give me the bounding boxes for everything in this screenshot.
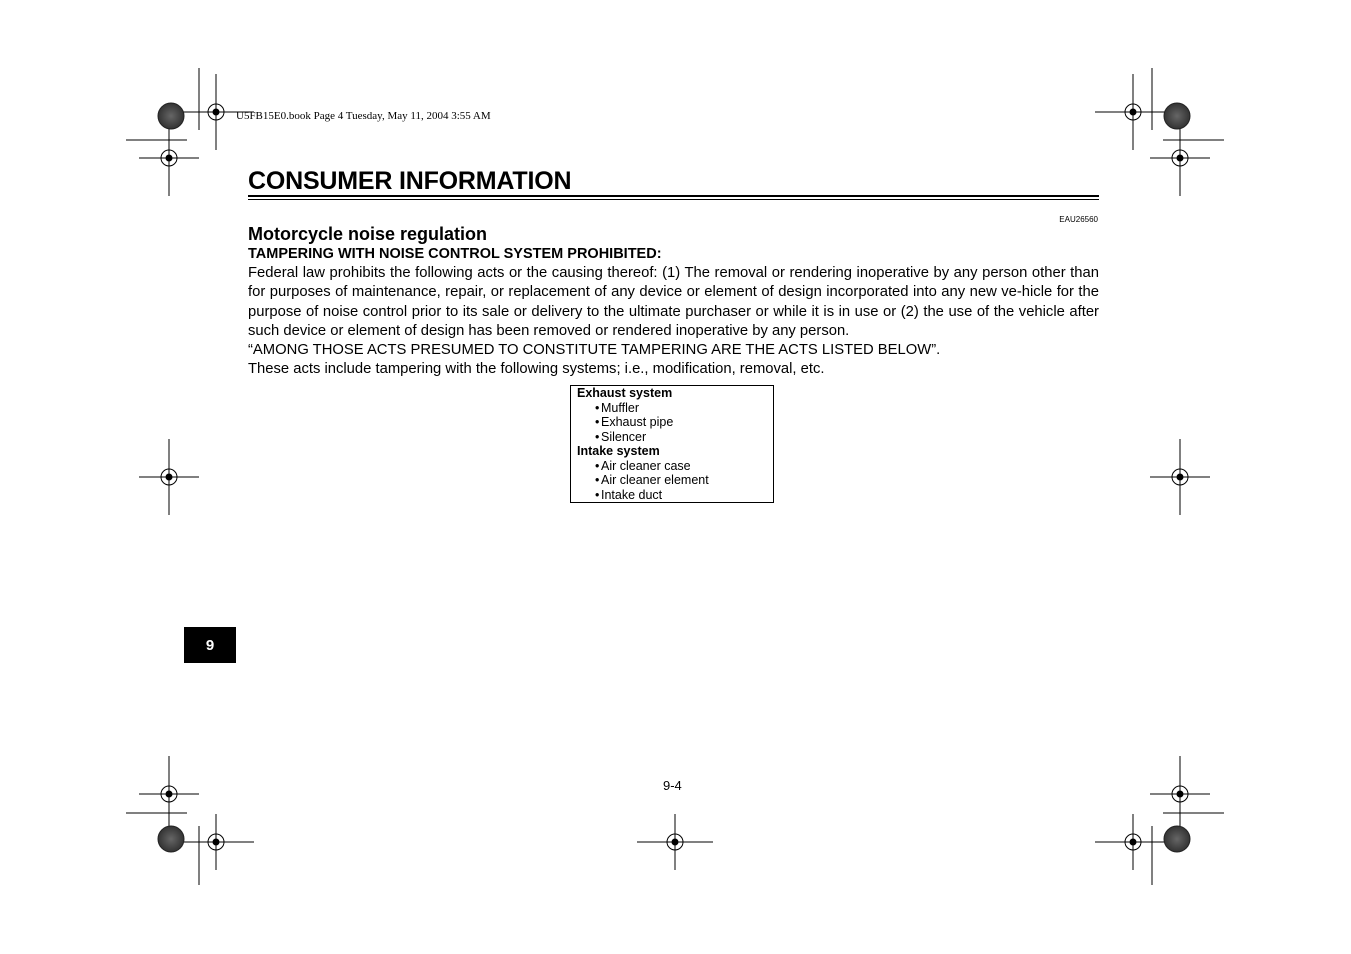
section-code: EAU26560	[1059, 215, 1098, 224]
print-slug: U5FB15E0.book Page 4 Tuesday, May 11, 2004 3:55 AM	[236, 110, 491, 122]
bullet: •	[595, 429, 600, 444]
title-rule-thick	[248, 195, 1099, 197]
list-item: • Silencer	[595, 429, 647, 444]
section-heading: Motorcycle noise regulation	[248, 224, 488, 244]
paragraph: These acts include tampering with the following systems; i.e., modification, removal, etc.	[248, 361, 825, 378]
system-list	[577, 459, 773, 503]
systems-box	[570, 385, 774, 503]
list-item: • Muffler	[595, 400, 639, 415]
system-group-heading: Exhaust system	[577, 386, 673, 400]
bullet: •	[595, 458, 600, 473]
bullet: •	[595, 400, 600, 415]
page-title: CONSUMER INFORMATION	[248, 167, 572, 195]
list-item: • Intake duct	[595, 487, 663, 502]
bullet: •	[595, 473, 600, 487]
title-rule-thin	[248, 199, 1099, 200]
body-text	[248, 264, 1099, 380]
system-list	[577, 401, 773, 445]
list-item: • Air cleaner case	[595, 458, 691, 473]
list-item: • Air cleaner element	[595, 473, 709, 487]
chapter-tab: 9	[184, 627, 236, 663]
paragraph: Federal law prohibits the following acts or the causing thereof: (1) The removal or rendering inoperative by any person other than for purposes of maintenance, repair, or replacement of any device or element of design incorporated into any new ve-hicle for the purpose of noise control prior to its sale or delivery to the ultimate purchaser or while it is in use or (2) the use of the vehicle after such device or element of design has been removed or rendered inoperative by any person.	[248, 265, 1099, 339]
list-item: • Exhaust pipe	[595, 415, 674, 429]
bullet: •	[595, 487, 600, 502]
paragraph: “AMONG THOSE ACTS PRESUMED TO CONSTITUTE TAMPERING ARE THE ACTS LISTED BELOW”.	[248, 342, 941, 359]
system-group-heading: Intake system	[577, 444, 660, 458]
sub-heading: TAMPERING WITH NOISE CONTROL SYSTEM PROHIBITED:	[248, 246, 662, 262]
bullet: •	[595, 415, 600, 429]
page-number: 9-4	[663, 778, 682, 793]
